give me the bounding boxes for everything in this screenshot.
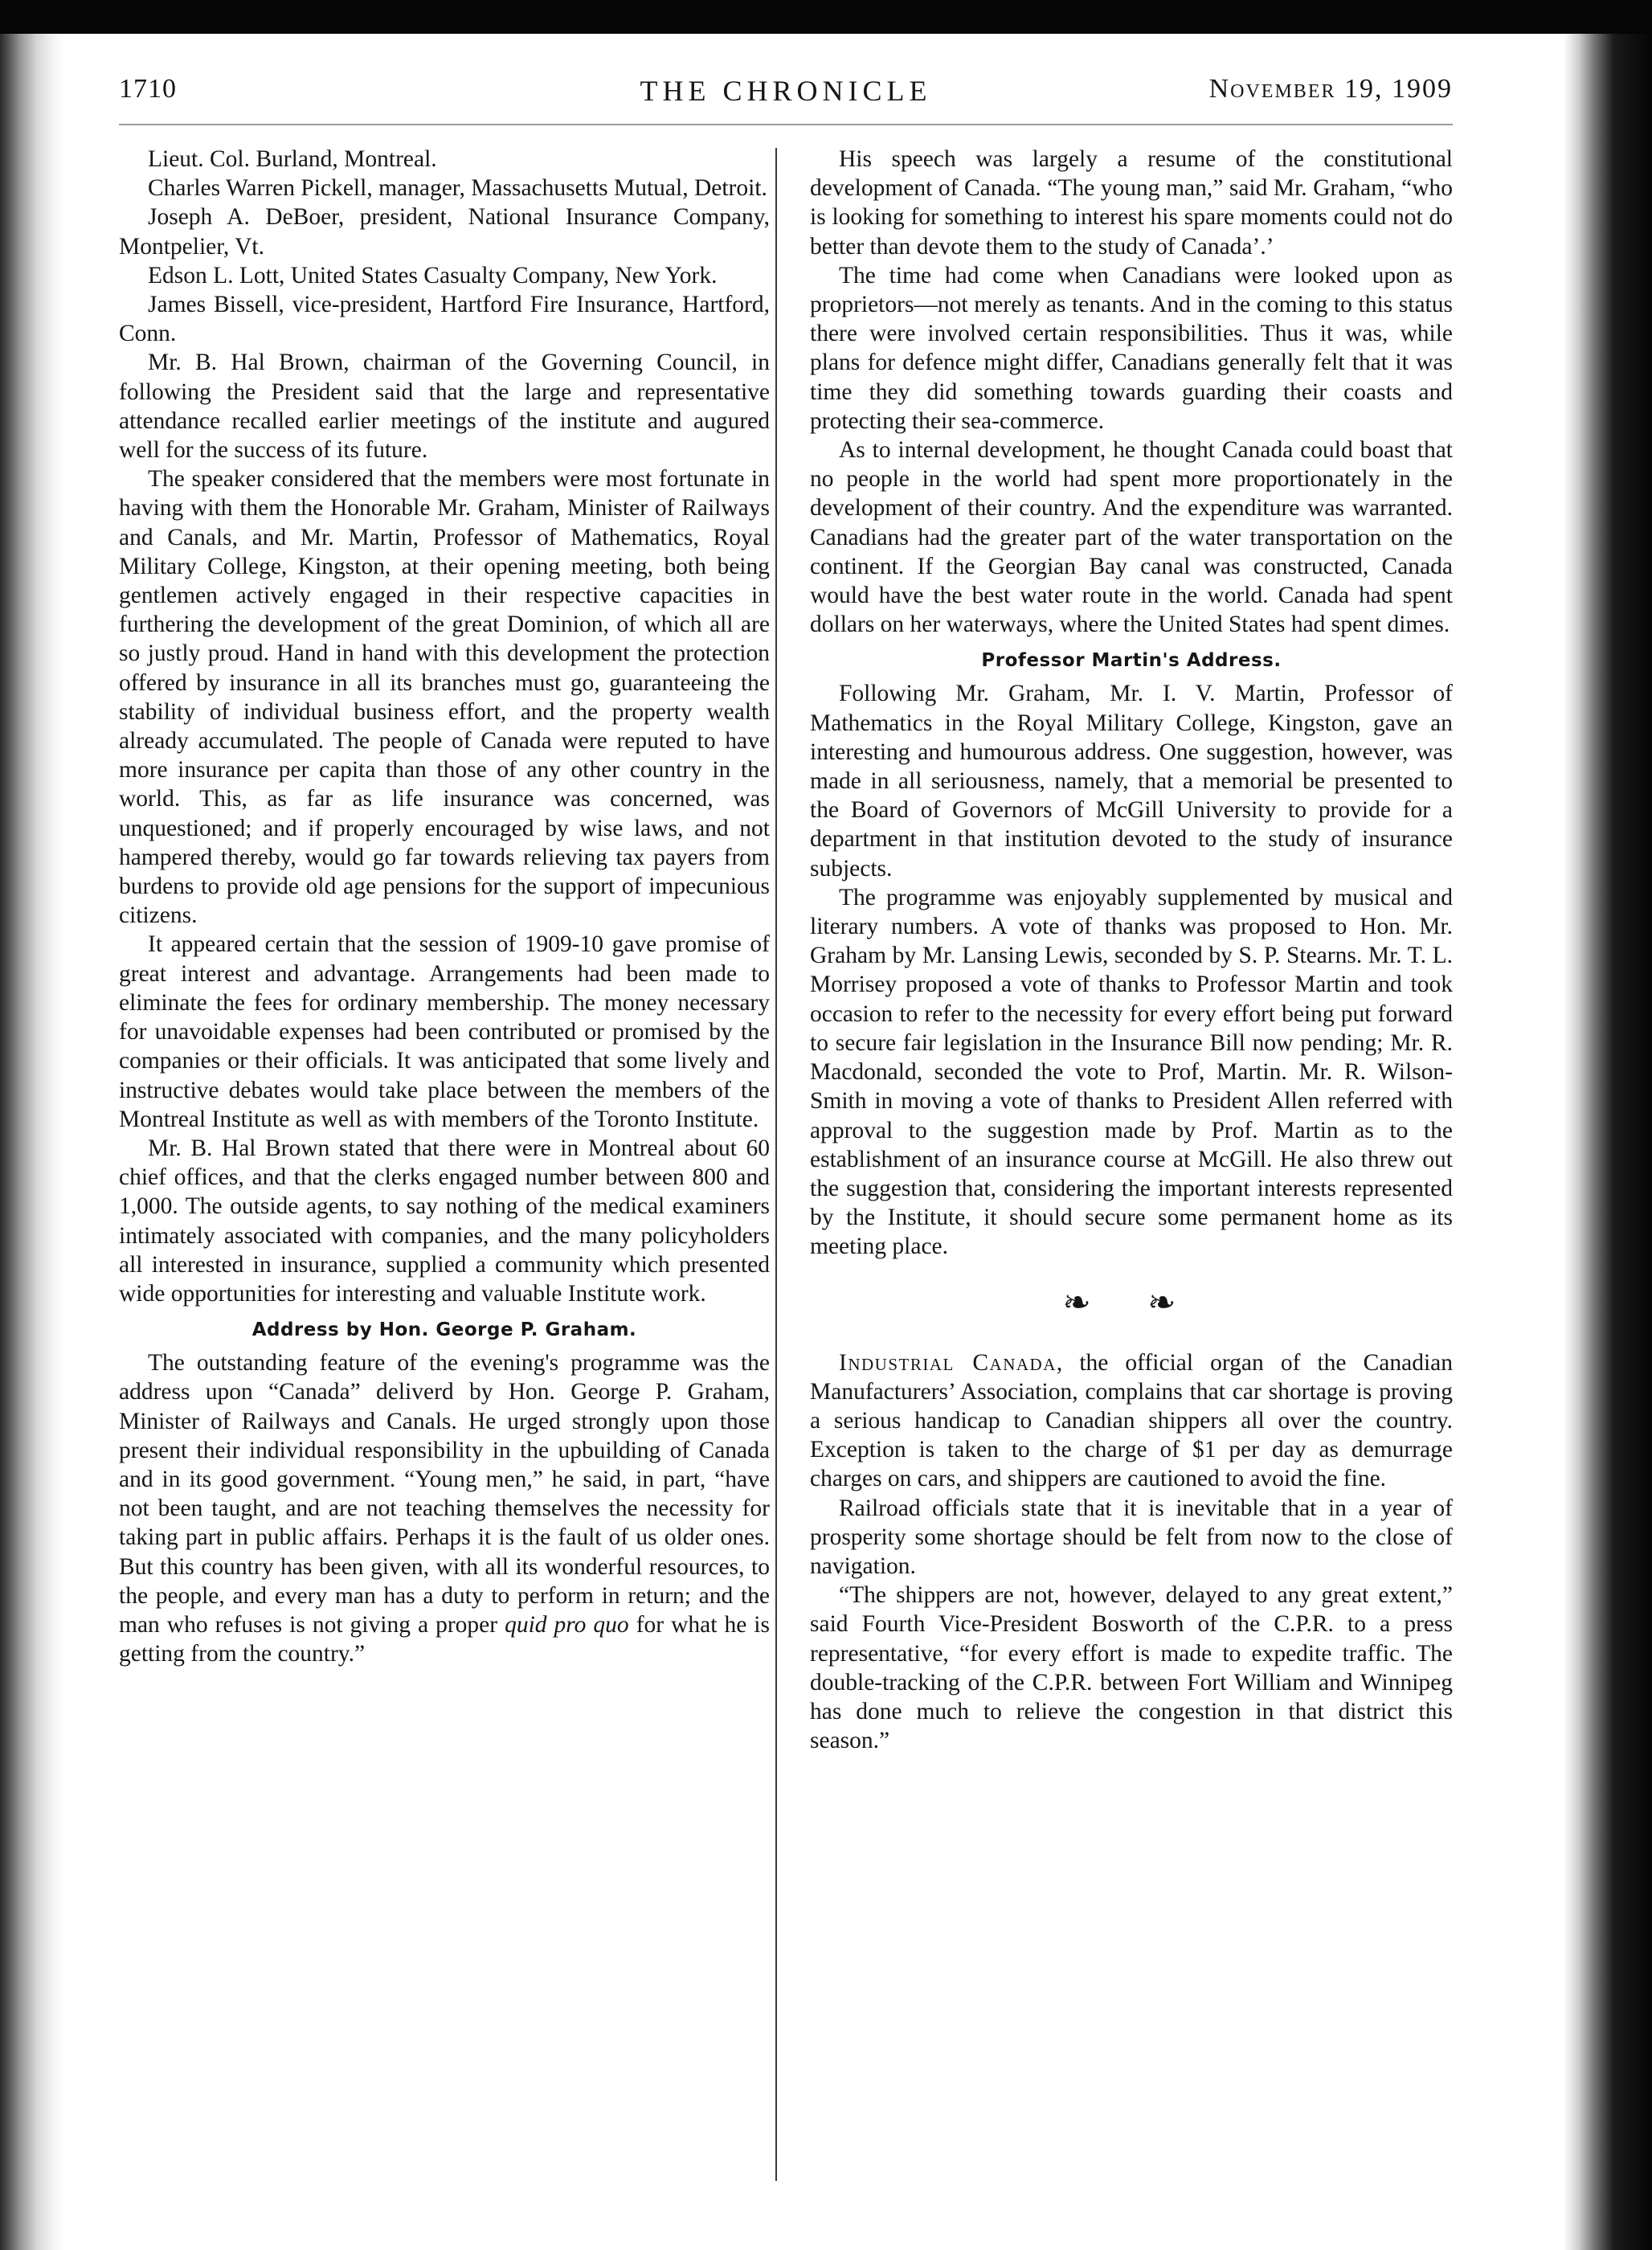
- text-run: The outstanding feature of the evening's programme was the address upon “Canada” deliverd by Hon. George P. Graham, Minister of Railways and Canals. He urged strongly upon those present their individual responsibility in the upbuilding of Canada and in its good government. “Young men,” he said, in part, “have not been taught, and are not teaching themselves the necessity for taking part in public affairs. Perhaps it is the fault of us older ones. But this country has been given, with all its wonderful resources, to the people, and every man has a duty to perform in return; and the man who refuses is not giving a proper: [119, 1350, 770, 1638]
- right-column: [810, 145, 1453, 1755]
- left-column: [119, 145, 770, 1668]
- attendee-entry: James Bissell, vice-president, Hartford Fire Insurance, Hartford, Conn.: [119, 292, 770, 347]
- section-heading-graham: Address by Hon. George P. Graham.: [251, 1319, 637, 1341]
- body-paragraph: The speaker considered that the members were most fortunate in having with them the Honorable Mr. Graham, Minister of Railways and Canals, and Mr. Martin, Professor of Mathematics, Royal Military College, Kingston, at their opening meeting, both being gentlemen actively engaged in their respective capacities in furthering the development of the great Dominion, of which all are so justly proud. Hand in hand with this development the protection offered by insurance in all its branches must go, guaranteeing the stability of individual business effort, and the property wealth already accumulated. The people of Canada were reputed to have more insurance per capita than those of any other country in the world. This, as far as life insurance was concerned, was unquestioned; and if properly encouraged by wise laws, and not hampered thereby, would go far towards relieving tax payers from burdens to provide old age pensions for the support of impecunious citizens.: [119, 466, 770, 929]
- newspaper-page: [119, 71, 1453, 2240]
- attendee-entry: Edson L. Lott, United States Casualty Company, New York.: [148, 262, 718, 288]
- text-run: for what he is getting from the country.”: [119, 1611, 770, 1667]
- issue-date: November 19, 1909: [1208, 74, 1453, 104]
- section-heading-martin: Professor Martin's Address.: [981, 650, 1282, 672]
- body-paragraph: “The shippers are not, however, delayed to any great extent,” said Fourth Vice-President Bosworth of the C.P.R. to a press representative, “for every effort is made to expedite traffic. The double-tracking of the C.P.R. between Fort William and Winnipeg has done much to relieve the congestion in that district this season.”: [810, 1582, 1453, 1754]
- body-paragraph: It appeared certain that the session of 1909-10 gave promise of great interest and advantage. Arrangements had been made to eliminate the fees for ordinary membership. The money necessary for unavoidable expenses had been contributed or promised by the companies or their officials. It was anticipated that some lively and instructive debates would take place between the members of the Montreal Institute as well as with members of the Toronto Institute.: [119, 931, 770, 1132]
- body-paragraph: Railroad officials state that it is inevitable that in a year of prosperity some shortage should be felt from now to the close of navigation.: [810, 1495, 1453, 1579]
- body-paragraph: His speech was largely a resume of the constitutional development of Canada. “The young man,” said Mr. Graham, “who is looking for something to interest his spare moments could not do better than devote them to the study of Canada’.’: [810, 146, 1453, 260]
- column-divider: [775, 148, 777, 2181]
- publication-name: Industrial Canada: [839, 1349, 1057, 1376]
- running-header: [119, 71, 1453, 116]
- body-paragraph: Mr. B. Hal Brown stated that there were in Montreal about 60 chief offices, and that the clerks engaged number between 800 and 1,000. The outside agents, to say nothing of the medical examiners intimately associated with companies, and the many policyholders all interested in insurance, supplied a community which presented wide opportunities for interesting and valuable Institute work.: [119, 1135, 770, 1307]
- attendee-entry: Lieut. Col. Burland, Montreal.: [148, 146, 437, 172]
- body-paragraph: As to internal development, he thought Canada could boast that no people in the world had spent more proportionately in the development of their country. And the expenditure was warranted. Canadians had the greater part of the water transportation on the continent. If the Georgian Bay canal was constructed, Canada would have the best water route in the world. Canada had spent dollars on her waterways, where the United States had spent dimes.: [810, 437, 1453, 638]
- body-paragraph: Following Mr. Graham, Mr. I. V. Martin, Professor of Mathematics in the Royal Military College, Kingston, gave an interesting and humourous address. One suggestion, however, was made in all seriousness, namely, that a memorial be presented to the Board of Governors of McGill University to provide for a department in that institution devoted to the study of insurance subjects.: [810, 681, 1453, 882]
- book-binding-edge: [0, 34, 64, 2250]
- body-paragraph: [810, 1348, 1453, 1494]
- attendee-entry: Charles Warren Pickell, manager, Massachusetts Mutual, Detroit.: [148, 175, 767, 202]
- body-paragraph: The programme was enjoyably supplemented by musical and literary numbers. A vote of thanks was proposed to Hon. Mr. Graham by Mr. Lansing Lewis, seconded by S. P. Stearns. Mr. T. L. Morrisey proposed a vote of thanks to Professor Martin and took occasion to refer to the necessity for every effort being put forward to secure fair legislation in the Insurance Bill now pending; Mr. R. Macdonald, seconded the vote to Prof, Martin. Mr. R. Wilson-Smith in moving a vote of thanks to President Allen referred with approval to the suggestion made by Prof. Martin as to the establishment of an insurance course at McGill. He also threw out the suggestion that, considering the important interests represented by the Institute, it should secure some permanent home as its meeting place.: [810, 884, 1453, 1260]
- body-paragraph: [119, 1348, 770, 1668]
- italic-phrase: quid pro quo: [505, 1611, 629, 1638]
- text-run: , the official organ of the Canadian Manufacturers’ Association, complains that car shortage is proving a serious handicap to Canadian shippers all over the country. Exception is taken to the charge of $1 per day as demurrage charges on cars, and shippers are cautioned to avoid the fine.: [810, 1349, 1453, 1492]
- header-rule: [119, 124, 1453, 125]
- page-number: 1710: [119, 74, 177, 104]
- section-ornament: ❧ ❧: [1062, 1284, 1200, 1322]
- scan-right-border: [1564, 34, 1652, 2250]
- body-paragraph: Mr. B. Hal Brown, chairman of the Governing Council, in following the President said that the large and representative attendance recalled earlier meetings of the institute and augured well for the success of its future.: [119, 350, 770, 464]
- body-paragraph: The time had come when Canadians were looked upon as proprietors—not merely as tenants. And in the coming to this status there were involved certain responsibilities. Thus it was, while plans for defence might differ, Canadians generally felt that it was time they did something towards guarding their coasts and protecting their sea-commerce.: [810, 262, 1453, 434]
- attendee-entry: Joseph A. DeBoer, president, National Insurance Company, Montpelier, Vt.: [119, 204, 770, 260]
- journal-title: THE CHRONICLE: [640, 75, 932, 107]
- scan-top-border: [0, 0, 1652, 34]
